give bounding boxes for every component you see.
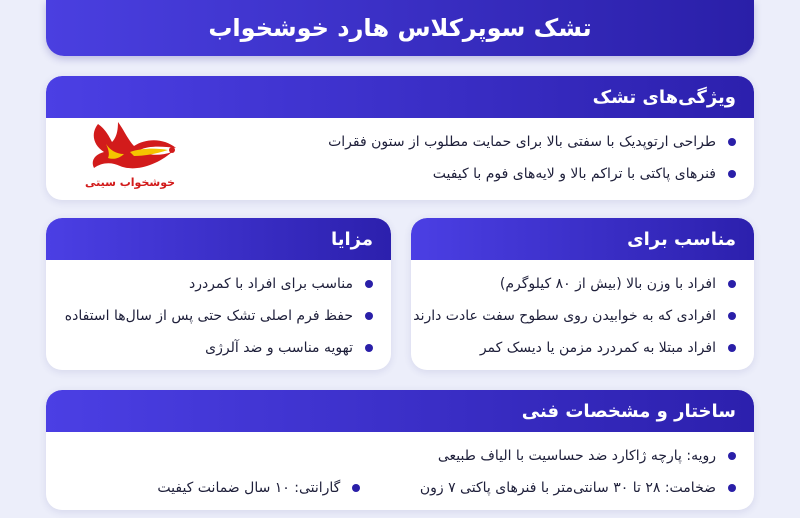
- list-item: مناسب برای افراد با کمردرد: [64, 268, 373, 300]
- benefits-card: [46, 218, 391, 370]
- list-item: تهویه مناسب و ضد آلرژی: [64, 332, 373, 364]
- bullet-icon: [365, 312, 373, 320]
- benefits-list: [46, 260, 391, 364]
- list-item: ضخامت: ۲۸ تا ۳۰ سانتی‌متر با فنرهای پاکتی ۷ زون: [380, 472, 736, 504]
- list-item: گارانتی: ۱۰ سال ضمانت کیفیت: [64, 472, 360, 504]
- page-title-text: تشک سوپرکلاس هارد خوشخواب: [208, 14, 592, 42]
- benefits-header: [46, 218, 391, 260]
- bullet-icon: [352, 484, 360, 492]
- bullet-icon: [728, 452, 736, 460]
- features-header: [46, 76, 754, 118]
- bullet-icon: [365, 344, 373, 352]
- brand-logo: [60, 116, 200, 194]
- list-item: افرادی که به خوابیدن روی سطوح سفت عادت دارند: [429, 300, 736, 332]
- specs-header: [46, 390, 754, 432]
- logo-text: خوشخواب سیتی: [84, 176, 176, 189]
- bullet-icon: [728, 312, 736, 320]
- list-item: رویه: پارچه ژاکارد ضد حساسیت با الیاف طبیعی: [380, 440, 736, 472]
- bullet-icon: [728, 280, 736, 288]
- page-title: [46, 0, 754, 56]
- specs-card: [46, 390, 754, 510]
- bullet-icon: [728, 170, 736, 178]
- list-item: افراد مبتلا به کمردرد مزمن یا دیسک کمر: [429, 332, 736, 364]
- specs-title: ساختار و مشخصات فنی: [521, 400, 736, 422]
- bullet-icon: [728, 344, 736, 352]
- features-title: ویژگی‌های تشک: [592, 86, 736, 108]
- specs-list-left: [64, 436, 360, 504]
- specs-list-right: [380, 436, 736, 504]
- suitable-card: [411, 218, 754, 370]
- phoenix-logo-icon: [60, 116, 200, 178]
- bullet-icon: [728, 138, 736, 146]
- bullet-icon: [365, 280, 373, 288]
- list-item: فنرهای پاکتی با تراکم بالا و لایه‌های فوم با کیفیت: [64, 158, 736, 190]
- bullet-icon: [728, 484, 736, 492]
- suitable-header: [411, 218, 754, 260]
- suitable-list: [411, 260, 754, 364]
- list-item-empty: [64, 440, 360, 472]
- suitable-title: مناسب برای: [627, 228, 736, 250]
- specs-columns: [46, 432, 754, 504]
- list-item: افراد با وزن بالا (بیش از ۸۰ کیلوگرم): [429, 268, 736, 300]
- list-item: طراحی ارتوپدیک با سفتی بالا برای حمایت مطلوب از ستون فقرات: [64, 126, 736, 158]
- benefits-title: مزایا: [330, 228, 373, 250]
- list-item: حفظ فرم اصلی تشک حتی پس از سال‌ها استفاده: [64, 300, 373, 332]
